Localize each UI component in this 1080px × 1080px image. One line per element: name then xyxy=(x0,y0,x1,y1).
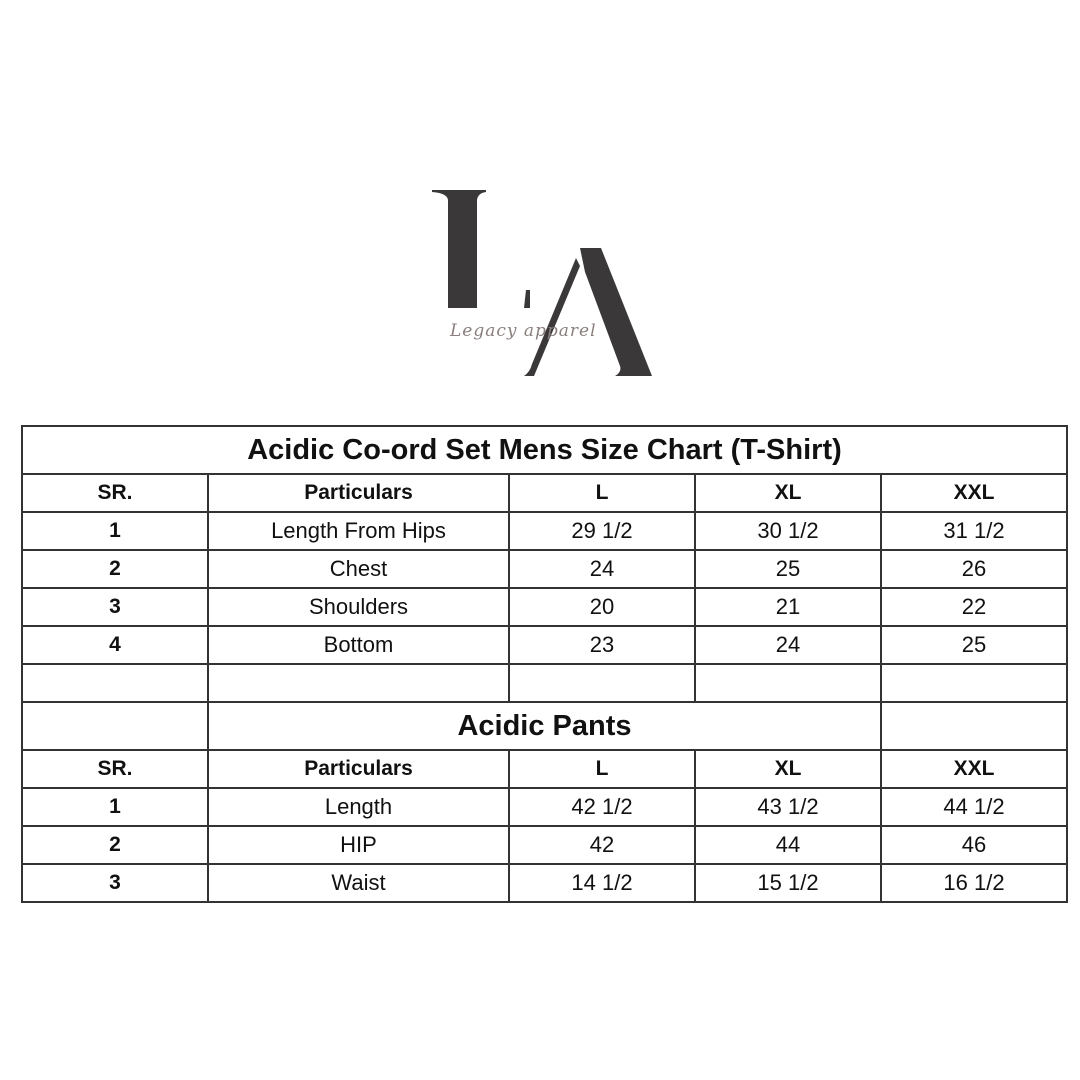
header-cell: SR. xyxy=(22,474,208,512)
pants-title-row xyxy=(22,702,1067,750)
size-cell: 30 1/2 xyxy=(695,512,881,550)
size-cell: 44 xyxy=(695,826,881,864)
header-cell: XXL xyxy=(881,750,1067,788)
empty-cell xyxy=(695,664,881,702)
size-cell: 24 xyxy=(509,550,695,588)
empty-cell xyxy=(22,702,208,750)
particular-cell: HIP xyxy=(208,826,509,864)
header-cell: XL xyxy=(695,750,881,788)
table-row xyxy=(22,788,1067,826)
table-row xyxy=(22,512,1067,550)
size-chart-table xyxy=(21,425,1068,903)
size-cell: 15 1/2 xyxy=(695,864,881,902)
particular-cell: Chest xyxy=(208,550,509,588)
sr-cell: 1 xyxy=(22,512,208,550)
size-cell: 26 xyxy=(881,550,1067,588)
svg-text:Legacy apparel: Legacy apparel xyxy=(450,321,597,341)
legacy-apparel-logo xyxy=(420,180,670,390)
pants-header-row xyxy=(22,750,1067,788)
sr-cell: 2 xyxy=(22,550,208,588)
table-row xyxy=(22,588,1067,626)
sr-cell: 3 xyxy=(22,864,208,902)
table-row xyxy=(22,550,1067,588)
empty-cell xyxy=(509,664,695,702)
sr-cell: 4 xyxy=(22,626,208,664)
size-cell: 25 xyxy=(695,550,881,588)
size-cell: 24 xyxy=(695,626,881,664)
header-cell: Particulars xyxy=(208,474,509,512)
size-cell: 42 1/2 xyxy=(509,788,695,826)
table-row xyxy=(22,626,1067,664)
empty-cell xyxy=(881,702,1067,750)
particular-cell: Length xyxy=(208,788,509,826)
empty-row xyxy=(22,664,1067,702)
size-cell: 25 xyxy=(881,626,1067,664)
header-cell: XXL xyxy=(881,474,1067,512)
tshirt-header-row xyxy=(22,474,1067,512)
size-cell: 31 1/2 xyxy=(881,512,1067,550)
table-row xyxy=(22,864,1067,902)
size-cell: 20 xyxy=(509,588,695,626)
size-cell: 23 xyxy=(509,626,695,664)
size-cell: 42 xyxy=(509,826,695,864)
particular-cell: Length From Hips xyxy=(208,512,509,550)
size-cell: 43 1/2 xyxy=(695,788,881,826)
particular-cell: Shoulders xyxy=(208,588,509,626)
empty-cell xyxy=(22,664,208,702)
size-cell: 29 1/2 xyxy=(509,512,695,550)
table-row xyxy=(22,826,1067,864)
size-cell: 21 xyxy=(695,588,881,626)
particular-cell: Waist xyxy=(208,864,509,902)
sr-cell: 3 xyxy=(22,588,208,626)
header-cell: XL xyxy=(695,474,881,512)
size-cell: 44 1/2 xyxy=(881,788,1067,826)
sr-cell: 1 xyxy=(22,788,208,826)
header-cell: SR. xyxy=(22,750,208,788)
size-cell: 16 1/2 xyxy=(881,864,1067,902)
empty-cell xyxy=(208,664,509,702)
pants-chart-title: Acidic Pants xyxy=(208,702,881,750)
size-cell: 14 1/2 xyxy=(509,864,695,902)
header-cell: Particulars xyxy=(208,750,509,788)
particular-cell: Bottom xyxy=(208,626,509,664)
empty-cell xyxy=(881,664,1067,702)
size-cell: 22 xyxy=(881,588,1067,626)
size-cell: 46 xyxy=(881,826,1067,864)
header-cell: L xyxy=(509,750,695,788)
tshirt-chart-title: Acidic Co-ord Set Mens Size Chart (T-Shirt) xyxy=(22,426,1067,474)
sr-cell: 2 xyxy=(22,826,208,864)
header-cell: L xyxy=(509,474,695,512)
